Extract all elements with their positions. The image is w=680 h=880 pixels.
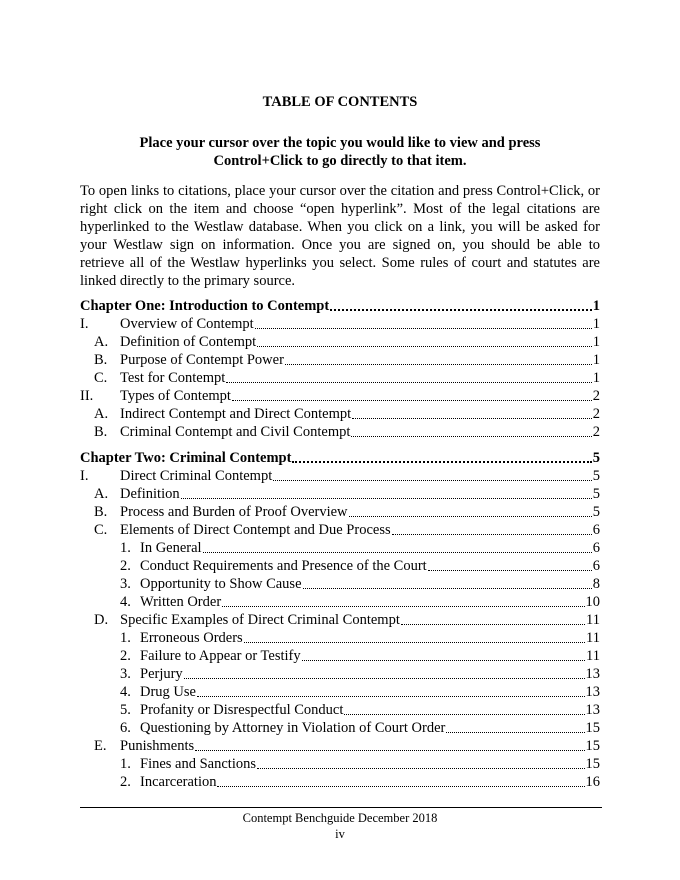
leader-dots [217,786,584,787]
toc-item[interactable] [80,647,600,665]
toc-title: Test for Contempt [120,370,226,386]
toc-number: 4. [120,684,131,700]
footer-divider [80,807,602,808]
toc-number: 3. [120,576,131,592]
toc-title: Failure to Appear or Testify [140,648,301,664]
toc-item[interactable] [80,611,600,629]
leader-dots [203,552,592,553]
leader-dots [428,570,592,571]
toc-page: 16 [585,774,600,790]
toc-number: B. [94,504,108,520]
leader-dots [351,436,591,437]
toc-title: Conduct Requirements and Presence of the Court [140,558,427,574]
toc-number: B. [94,352,108,368]
toc-title: Direct Criminal Contempt [120,468,273,484]
toc-page: 1 [592,298,600,314]
toc-item[interactable] [80,485,600,503]
leader-dots [292,461,591,463]
toc-page: 8 [592,576,600,592]
toc-number: 2. [120,648,131,664]
toc-title: Perjury [140,666,183,682]
toc-number: A. [94,334,109,350]
toc-page: 15 [585,756,600,772]
toc-chapter-one[interactable] [80,297,600,315]
leader-dots [232,400,592,401]
toc-title: Purpose of Contempt Power [120,352,284,368]
leader-dots [349,516,592,517]
toc-title: Process and Burden of Proof Overview [120,504,348,520]
page-footer [0,810,680,842]
instructions-line-2: Control+Click to go directly to that item. [213,153,467,169]
leader-dots [303,588,592,589]
leader-dots [257,346,592,347]
intro-paragraph: To open links to citations, place your cursor over the citation and press Control+Click, or right click on the item and choose “open hyperlink”. Most of the legal citations are hyperlinked to the Westlaw database. When you click on a link, you will be asked for your Westlaw sign on information. Once you are signed on, you should be able to retrieve all of the Westlaw hyperlinks you select. Some rules of court and statutes are linked directly to the primary source. [80,183,600,289]
leader-dots [401,624,585,625]
toc-number: A. [94,486,109,502]
toc-page: 11 [586,612,600,628]
toc-title: Definition [120,486,180,502]
toc-title: Elements of Direct Contempt and Due Process [120,522,391,538]
toc-title: Overview of Contempt [120,316,254,332]
toc-number: 2. [120,774,131,790]
toc-title: Incarceration [140,774,217,790]
toc-page: 1 [592,316,600,332]
toc-title: Written Order [140,594,222,610]
toc-title: Fines and Sanctions [140,756,256,772]
toc-item[interactable] [80,467,600,485]
toc-page: 1 [592,352,600,368]
section-gap [80,441,600,449]
toc-page: 5 [592,468,600,484]
leader-dots [197,696,585,697]
toc-title: Specific Examples of Direct Criminal Contempt [120,612,400,628]
toc-item[interactable] [80,423,600,441]
leader-dots [352,418,592,419]
toc-number: 1. [120,540,131,556]
toc-title: Definition of Contempt [120,334,257,350]
toc-number: 5. [120,702,131,718]
leader-dots [226,382,591,383]
leader-dots [273,480,592,481]
leader-dots [222,606,584,607]
toc-page: 10 [585,594,600,610]
toc-item[interactable] [80,737,600,755]
toc-title: Indirect Contempt and Direct Contempt [120,406,352,422]
toc-item[interactable] [80,701,600,719]
toc-item[interactable] [80,539,600,557]
toc-number: 1. [120,756,131,772]
instructions [80,134,600,170]
toc-page: 13 [585,702,600,718]
toc-item[interactable] [80,593,600,611]
toc-item[interactable] [80,665,600,683]
leader-dots [344,714,584,715]
toc-number: B. [94,424,108,440]
toc-page: 11 [586,630,600,646]
leader-dots [330,309,592,311]
toc-item[interactable] [80,333,600,351]
leader-dots [302,660,585,661]
toc-item[interactable] [80,315,600,333]
toc-number: E. [94,738,107,754]
leader-dots [195,750,584,751]
toc-page: 6 [592,522,600,538]
toc-page: 13 [585,684,600,700]
table-of-contents [80,297,600,791]
toc-item[interactable] [80,521,600,539]
leader-dots [181,498,592,499]
toc-item[interactable] [80,557,600,575]
toc-title: Questioning by Attorney in Violation of Court Order [140,720,446,736]
toc-page: 5 [592,450,600,466]
toc-item[interactable] [80,405,600,423]
toc-page: 6 [592,558,600,574]
leader-dots [255,328,592,329]
toc-item[interactable] [80,575,600,593]
toc-number: I. [80,468,89,484]
toc-title: In General [140,540,202,556]
toc-number: 6. [120,720,131,736]
toc-number: 1. [120,630,131,646]
toc-title: Profanity or Disrespectful Conduct [140,702,344,718]
toc-page: 1 [592,334,600,350]
toc-page: 2 [592,406,600,422]
toc-number: 2. [120,558,131,574]
toc-page: 15 [585,720,600,736]
toc-title: Drug Use [140,684,196,700]
toc-item[interactable] [80,503,600,521]
toc-title: Chapter Two: Criminal Contempt [80,450,292,466]
toc-page: 2 [592,388,600,404]
toc-item[interactable] [80,773,600,791]
toc-page: 5 [592,486,600,502]
toc-number: 3. [120,666,131,682]
page-title: TABLE OF CONTENTS [262,94,418,110]
toc-page: 13 [585,666,600,682]
toc-title: Punishments [120,738,195,754]
toc-item[interactable] [80,719,600,737]
toc-title: Criminal Contempt and Civil Contempt [120,424,351,440]
toc-number: C. [94,370,108,386]
leader-dots [244,642,585,643]
toc-title: Types of Contempt [120,388,231,404]
toc-number: A. [94,406,109,422]
toc-title: Chapter One: Introduction to Contempt [80,298,330,314]
instructions-line-1: Place your cursor over the topic you would like to view and press [139,135,541,151]
toc-page: 1 [592,370,600,386]
leader-dots [257,768,585,769]
page-number: iv [335,827,345,841]
toc-title: Erroneous Orders [140,630,243,646]
toc-number: 4. [120,594,131,610]
toc-page: 5 [592,504,600,520]
toc-page: 15 [585,738,600,754]
toc-item[interactable] [80,629,600,647]
toc-number: II. [80,388,94,404]
toc-number: C. [94,522,108,538]
footer-text: Contempt Benchguide December 2018 [242,811,438,825]
leader-dots [285,364,592,365]
toc-page: 2 [592,424,600,440]
toc-item[interactable] [80,369,600,387]
toc-item[interactable] [80,683,600,701]
toc-number: I. [80,316,89,332]
toc-title: Opportunity to Show Cause [140,576,302,592]
toc-item[interactable] [80,755,600,773]
toc-number: D. [94,612,109,628]
leader-dots [446,732,584,733]
toc-item[interactable] [80,351,600,369]
toc-page: 11 [586,648,600,664]
leader-dots [184,678,585,679]
leader-dots [392,534,592,535]
toc-page: 6 [592,540,600,556]
toc-item[interactable] [80,387,600,405]
toc-chapter-two[interactable] [80,449,600,467]
